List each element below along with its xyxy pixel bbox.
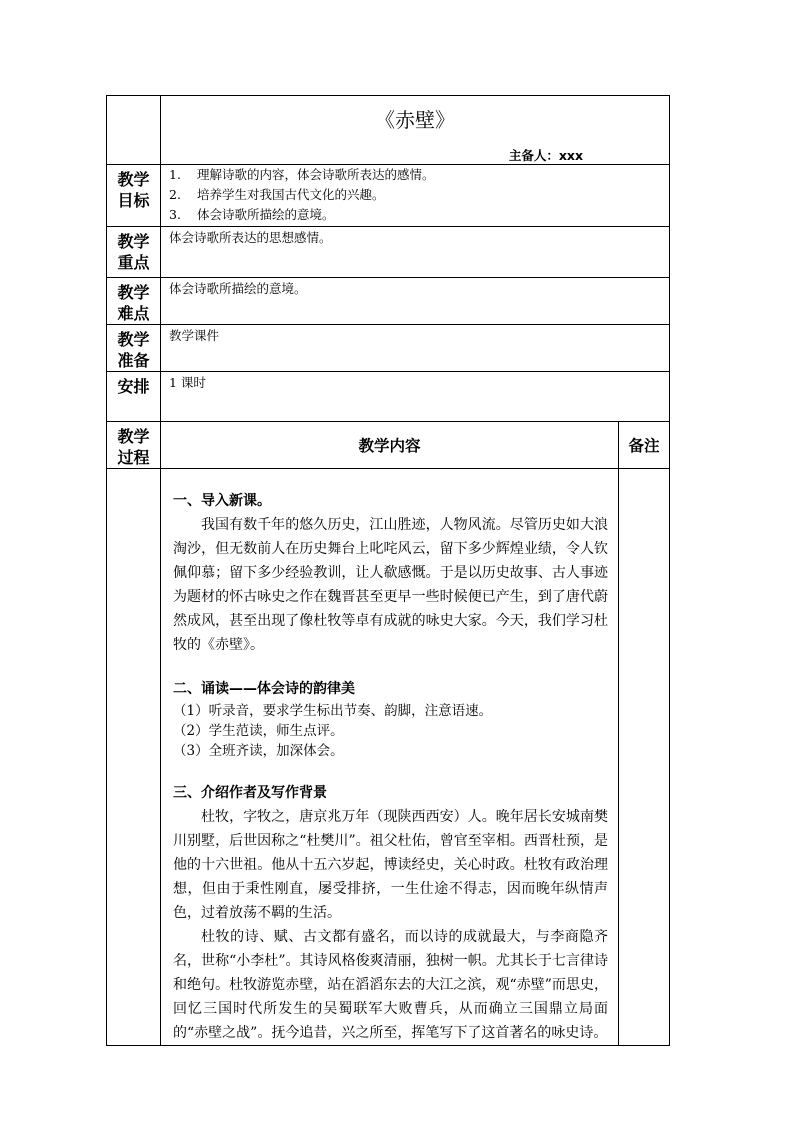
document-title: 《赤壁》	[375, 108, 455, 132]
focus-label: 教学 重点	[107, 227, 161, 278]
difficulty-row	[107, 278, 670, 325]
notes-cell	[619, 469, 670, 1046]
section-heading-author: 三、介绍作者及写作背景	[173, 785, 327, 801]
content-row	[107, 469, 670, 1046]
schedule-label: 安排	[107, 372, 161, 422]
preparer-label: 主备人：xxx	[508, 148, 584, 163]
preparation-label: 教学 准备	[107, 325, 161, 372]
lesson-plan-table	[106, 95, 670, 1046]
goal-item: 2. 培养学生对我国古代文化的兴趣。	[169, 187, 385, 202]
difficulty-text: 体会诗歌所描绘的意境。	[161, 278, 670, 325]
title-row-label-cell	[107, 96, 161, 165]
title-cell	[161, 96, 670, 165]
content-header: 教学内容	[161, 422, 619, 469]
content-row-label-cell	[107, 469, 161, 1046]
goals-cell	[161, 165, 670, 227]
preparation-text: 教学课件	[161, 325, 670, 372]
intro-paragraph: 我国有数千年的悠久历史，江山胜迹，人物风流。尽管历史如大浪淘沙，但无数前人在历史舞台上叱咤风云，留下多少辉煌业绩，令人钦佩仰慕；留下多少经验教训，让人欷感慨。于是以历史故事、古人事迹为题材的怀古咏史之作在魏晋甚至更早一些时候便已产生，到了唐代蔚然成风，甚至出现了像杜牧等卓有成就的咏史大家。今天，我们学习杜牧的《赤壁》。	[173, 517, 608, 653]
goals-label: 教学 目标	[107, 165, 161, 227]
lesson-content	[161, 469, 619, 1046]
schedule-row	[107, 372, 670, 422]
title-row	[107, 96, 670, 165]
section-heading-recital: 二、诵读——体会诗的韵律美	[173, 681, 355, 697]
focus-row	[107, 227, 670, 278]
recital-step: （1）听录音，要求学生标出节奏、韵脚，注意语速。	[173, 703, 493, 719]
goals-list	[169, 165, 669, 225]
process-label: 教学 过程	[107, 422, 161, 469]
process-header-row	[107, 422, 670, 469]
schedule-text: 1 课时	[161, 372, 670, 422]
section-heading-intro: 一、导入新课。	[173, 493, 271, 509]
notes-header: 备注	[619, 422, 670, 469]
preparation-row	[107, 325, 670, 372]
goal-item: 1. 理解诗歌的内容，体会诗歌所表达的感情。	[169, 167, 435, 182]
goals-row	[107, 165, 670, 227]
goal-item: 3. 体会诗歌所描绘的意境。	[169, 207, 335, 222]
recital-step: （2）学生范读，师生点评。	[173, 723, 344, 739]
author-paragraph: 杜牧，字牧之，唐京兆万年（现陕西西安）人。晚年居长安城南樊川别墅，后世因称之“杜樊川”。祖父杜佑，曾官至宰相。西晋杜预，是他的十六世祖。他从十五六岁起，博读经史，关心时政。杜牧有政治理想，但由于秉性刚直，屡受排挤，一生仕途不得志，因而晚年纵情声色，过着放荡不羁的生活。	[173, 809, 608, 921]
recital-step: （3）全班齐读，加深体会。	[173, 743, 344, 759]
focus-text: 体会诗歌所表达的思想感情。	[161, 227, 670, 278]
background-paragraph: 杜牧的诗、赋、古文都有盛名，而以诗的成就最大，与李商隐齐名，世称“小李杜”。其诗风格俊爽清丽，独树一帜。尤其长于七言律诗和绝句。杜牧游览赤壁，站在滔滔东去的大江之滨，观“赤壁”而思史，回忆三国时代所发生的吴蜀联军大败曹兵，从而确立三国鼎立局面的“赤壁之战”。抚今追昔，兴之所至，挥笔写下了这首著名的咏史诗。	[173, 929, 608, 1041]
difficulty-label: 教学 难点	[107, 278, 161, 325]
